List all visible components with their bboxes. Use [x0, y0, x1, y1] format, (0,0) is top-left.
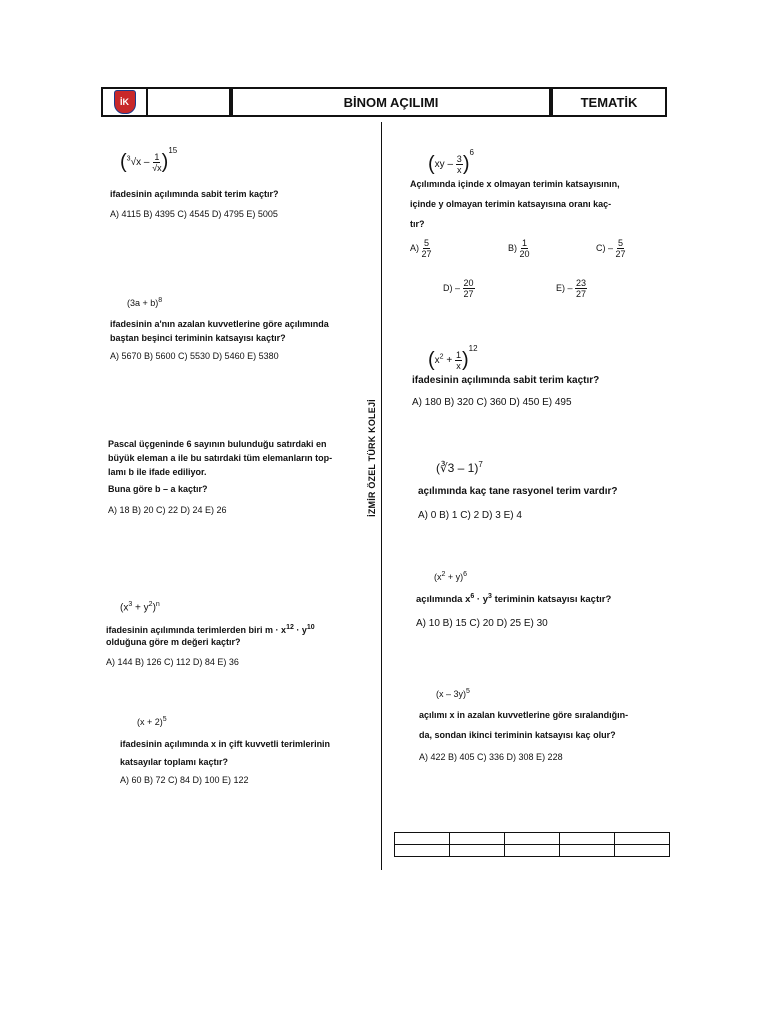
q6-option-d: D) – $\frac{20}{27}$	[443, 278, 474, 299]
answer-cell[interactable]	[450, 833, 505, 845]
header-label: TEMATİK	[551, 89, 665, 115]
q5-expression: $(x + 2)^5$	[137, 716, 167, 727]
q7-expression: ($x^2$ + $\frac{1}{x}$ )$^{12}$	[428, 344, 478, 371]
q1-options: A) 4115 B) 4395 C) 4545 D) 4795 E) 5005	[110, 209, 278, 219]
page-title: BİNOM AÇILIMI	[231, 89, 551, 115]
q10-expression: (x – 3y)$^5$	[436, 688, 470, 699]
school-logo-icon: İK	[114, 90, 136, 114]
q6-option-c: C) – $\frac{5}{27}$	[596, 238, 626, 259]
q8-expression: (∛3 – 1)$^7$	[436, 460, 483, 475]
q2-text-1: ifadesinin a'nın azalan kuvvetlerine göre açılımında	[110, 319, 329, 329]
q8-text: açılımında kaç tane rasyonel terim vardır?	[418, 486, 618, 497]
q2-expression: $(3a + b)^8$	[127, 297, 163, 308]
q8-options: A) 0 B) 1 C) 2 D) 3 E) 4	[418, 510, 522, 521]
answer-cell[interactable]	[395, 833, 450, 845]
logo-cell	[103, 89, 148, 115]
column-divider	[381, 122, 382, 870]
answer-cell[interactable]	[395, 845, 450, 857]
q6-option-a: A) $\frac{5}{27}$	[410, 238, 432, 259]
q3-text-1: Pascal üçgeninde 6 sayının bulunduğu satırdaki en	[108, 439, 327, 449]
q10-text-1: açılımı x in azalan kuvvetlerine göre sıralandığın-	[419, 710, 629, 720]
q2-options: A) 5670 B) 5600 C) 5530 D) 5460 E) 5380	[110, 351, 279, 361]
school-name-vertical: İZMİR ÖZEL TÜRK KOLEJİ	[367, 398, 377, 517]
q4-options: A) 144 B) 126 C) 112 D) 84 E) 36	[106, 657, 239, 667]
q5-text-1: ifadesinin açılımında x in çift kuvvetli terimlerinin	[120, 739, 331, 749]
q6-option-b: B) $\frac{1}{20}$	[508, 238, 530, 259]
q3-text-4: Buna göre b – a kaçtır?	[108, 484, 208, 494]
q3-text-3: lamı b ile ifade ediliyor.	[108, 467, 207, 477]
q6-text-1: Açılımında içinde x olmayan terimin katsayısının,	[410, 179, 620, 189]
answer-cell[interactable]	[505, 845, 560, 857]
q10-text-2: da, sondan ikinci teriminin katsayısı kaç olur?	[419, 730, 616, 740]
q5-text-2: katsayılar toplamı kaçtır?	[120, 757, 229, 767]
answer-cell[interactable]	[560, 845, 615, 857]
q1-expression: ($^3$√x – $\frac{1}{√x}$ )$^{15}$	[120, 146, 178, 173]
q2-text-2: baştan beşinci teriminin katsayısı kaçtır?	[110, 333, 286, 343]
q5-options: A) 60 B) 72 C) 84 D) 100 E) 122	[120, 775, 249, 785]
q10-options: A) 422 B) 405 C) 336 D) 308 E) 228	[419, 752, 563, 762]
q1-text: ifadesinin açılımında sabit terim kaçtır?	[110, 189, 279, 199]
q9-options: A) 10 B) 15 C) 20 D) 25 E) 30	[416, 618, 548, 629]
q6-text-3: tır?	[410, 219, 425, 229]
answer-grid	[394, 832, 670, 857]
answer-cell[interactable]	[615, 833, 670, 845]
q6-expression: (xy – $\frac{3}{x}$ )$^6$	[428, 148, 474, 175]
q7-options: A) 180 B) 320 C) 360 D) 450 E) 495	[412, 397, 572, 408]
answer-cell[interactable]	[615, 845, 670, 857]
q9-expression: $(x^2 + y)^6$	[434, 571, 468, 582]
answer-grid-row	[395, 845, 670, 857]
q4-expression: $(x^3 + y^2)^n$	[120, 601, 160, 614]
answer-cell[interactable]	[450, 845, 505, 857]
q6-text-2: içinde y olmayan terimin katsayısına oranı kaç-	[410, 199, 612, 209]
q7-text: ifadesinin açılımında sabit terim kaçtır?	[412, 375, 600, 386]
answer-grid-row	[395, 833, 670, 845]
q4-text-1: ifadesinin açılımında terimlerden biri $m \cdot x^{12} \cdot y^{10}$	[106, 624, 315, 635]
blank-cell	[148, 89, 231, 115]
answer-cell[interactable]	[505, 833, 560, 845]
header-bar	[101, 87, 667, 117]
q9-text: açılımında $x^6 \cdot y^3$ teriminin katsayısı kaçtır?	[416, 593, 612, 606]
q3-options: A) 18 B) 20 C) 22 D) 24 E) 26	[108, 505, 227, 515]
q3-text-2: büyük eleman a ile bu satırdaki tüm elemanların top-	[108, 453, 333, 463]
q4-text-2: olduğuna göre m değeri kaçtır?	[106, 637, 241, 647]
q6-option-e: E) – $\frac{23}{27}$	[556, 278, 587, 299]
answer-cell[interactable]	[560, 833, 615, 845]
